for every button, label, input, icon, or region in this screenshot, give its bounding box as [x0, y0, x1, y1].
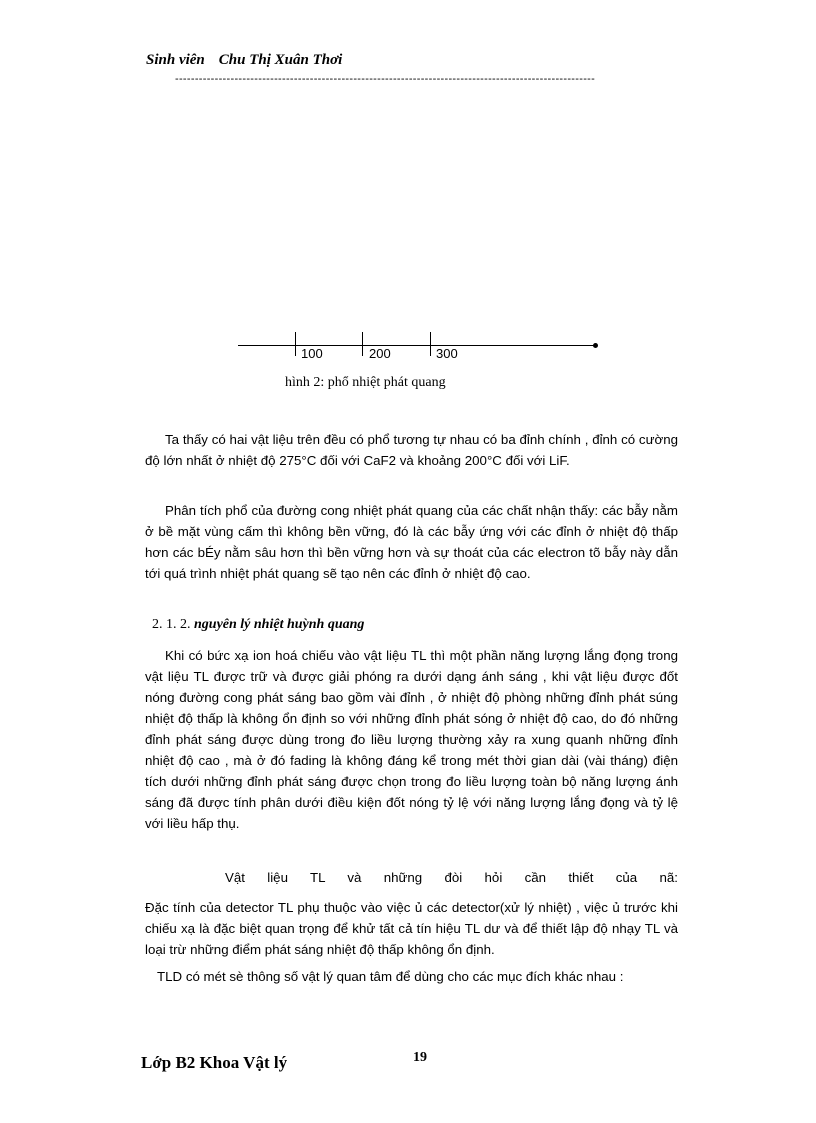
paragraph-tld-parameters: TLD có mét sè thông số vật lý quan tâm để dùng cho các mục đích khác nhau : [157, 969, 624, 984]
section-number: 2. 1. 2. [152, 617, 191, 632]
tick-label-200: 200 [369, 346, 391, 361]
figure-caption: hình 2: phổ nhiệt phát quang [285, 375, 446, 390]
tick-200 [362, 332, 363, 356]
spectrum-axis [238, 332, 602, 368]
section-heading [152, 617, 364, 633]
header-divider: ---------------------------------------------------------------------------------------------------------- [175, 73, 596, 85]
paragraph-spectra-comparison: Ta thấy có hai vật liệu trên đều có phổ tương tự nhau có ba đỉnh chính , đỉnh có cường độ lớn nhất ở nhiệt độ 275°C đối với CaF2 và khoảng 200°C đối với LiF. [145, 432, 678, 468]
tick-100 [295, 332, 296, 356]
page-number: 19 [413, 1050, 427, 1065]
footer-class: Lớp B2 Khoa Vật lý [141, 1053, 288, 1072]
tick-label-300: 300 [436, 346, 458, 361]
paragraph-tl-principle: Khi có bức xạ ion hoá chiếu vào vật liệu TL thì một phần năng lượng lắng đọng trong vật liệu TL được trữ và được giải phóng ra dưới dạng ánh sáng , khi vật liệu được đốt nóng đường cong phát sáng bao gồm vài đỉnh , ở nhiệt độ phòng những đỉnh phát súng nhiệt độ thấp là không ổn định so với những đỉnh phát sóng ở nhiệt độ cao, do đó những đỉnh phát sáng được dùng trong đo liều lượng thường xảy ra xung quanh những đỉnh nhiệt độ cao , mà ở đó fading là không đáng kể trong mét thời gian dài (vài tháng) điện tích dưới những đỉnh phát sáng được chọn trong đo liều lượng toàn bộ năng lượng ánh sáng đã được tính phân dưới điều kiện đốt nóng tỷ lệ với năng lượng lắng đọng và tỷ lệ với liều hấp thụ. [145, 648, 678, 831]
axis-end-dot [593, 343, 598, 348]
header-student-name: Chu Thị Xuân Thơi [218, 52, 343, 68]
header-label: Sinh viên [146, 52, 205, 68]
tick-300 [430, 332, 431, 356]
page-header [146, 52, 342, 69]
paragraph-detector-annealing: Đặc tính của detector TL phụ thuộc vào việc ủ các detector(xử lý nhiệt) , việc ủ trước khi chiếu xạ là đặc biệt quan trọng để khử tất cả tín hiệu TL dư và để thiết lập độ nhạy TL và loại trừ những điểm phát sáng nhiệt độ thấp không ổn định. [145, 900, 678, 957]
tick-label-100: 100 [301, 346, 323, 361]
section-title: nguyên lý nhiệt huỳnh quang [194, 617, 365, 632]
paragraph-spectrum-analysis: Phân tích phổ của đường cong nhiệt phát quang của các chất nhận thấy: các bẫy nằm ở bề mặt vùng cấm thì không bền vững, đó là các bẫy ứng với các đỉnh ở nhiệt độ thấp hơn các bÉy nằm sâu hơn thì bền vững hơn và sự thoát của các electron tõ bẫy này dẫn tới quá trình nhiệt phát quang sẽ tạo nên các đỉnh ở nhiệt độ cao. [145, 503, 678, 581]
axis-line [238, 345, 596, 346]
paragraph-tl-requirements: Vật liệu TL và những đòi hỏi cần thiết của nã: [225, 870, 678, 885]
